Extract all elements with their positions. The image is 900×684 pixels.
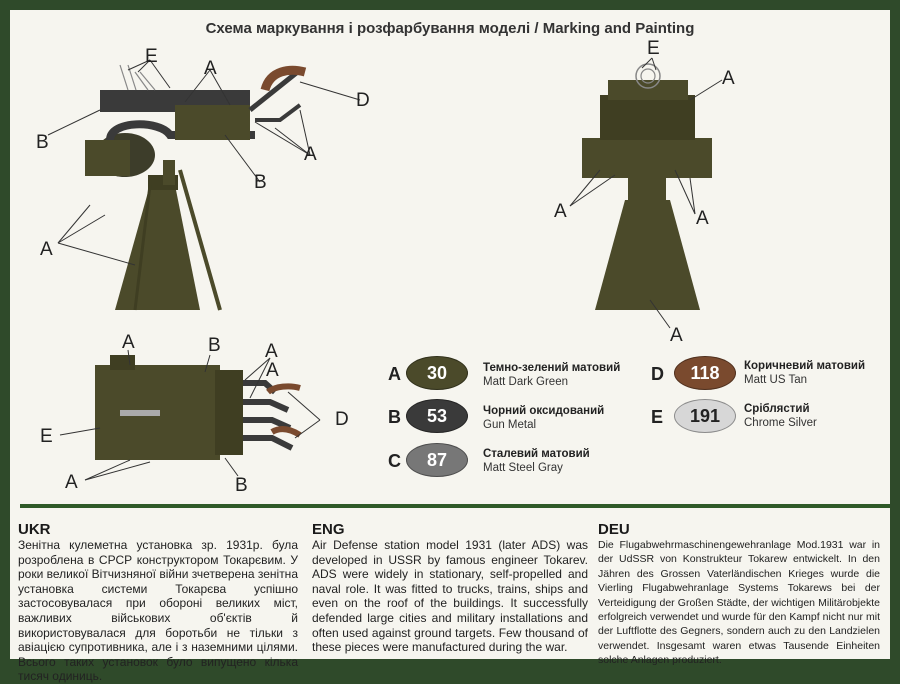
callout-b: B [208, 335, 221, 356]
callout-b: B [254, 172, 267, 193]
color-swatch-30: 30 [406, 356, 468, 390]
callout-d: D [335, 409, 349, 430]
color-name-en: Matt US Tan [744, 374, 808, 386]
color-name-en: Matt Dark Green [483, 376, 568, 388]
callout-e: E [647, 38, 660, 59]
swatch-letter: A [388, 364, 401, 384]
color-name-uk: Темно-зелений матовий [483, 362, 621, 374]
color-swatch-118: 118 [674, 356, 736, 390]
front-view-drawing [570, 58, 722, 328]
callout-a: A [266, 360, 279, 381]
ukr-description: Зенітна кулеметна установка зр. 1931р. була розроблена в СРСР конструктором Токарєвим. У роки великої Вітчизняної війни зчетверена зенітна установка системи Токарєва успішно застосовувалася при обороні великих міст, важливих військових об'єктів й використовувалася для боротьби не тільки з авіацією супротивника, але і з наземними цілями. Всього таких установок було випущено кілька тисяч одиниць. [18, 538, 298, 684]
color-name-en: Matt Steel Gray [483, 462, 563, 474]
callout-e: E [40, 426, 53, 447]
callout-a: A [265, 341, 278, 362]
callout-a: A [204, 58, 217, 79]
callout-b: B [36, 132, 49, 153]
color-swatch-87: 87 [406, 443, 468, 477]
deu-description: Die Flugabwehrmaschinengewehranlage Mod.1931 war in der UdSSR von Konstrukteur Tokarew entwickelt. In den Jähren des Grossen Vaterländischen Krieges wurde die Vierling Flugabwehranlage Systems Tokarews bei der Verteidigung der Großen Städte, der wichtigen Militärobjekte erfolgreich verwendet und wurde für den Kampf nicht nur mit der Luftflotte des Gegners, sondern auch zu den Landzielen verwendet. Insgesamt waren etwas Tausende Einheiten solche Anlagen produziert. [598, 539, 880, 667]
callout-a: A [722, 68, 735, 89]
page-title: Схема маркування і розфарбування моделі / Marking and Painting [205, 20, 695, 37]
callout-d: D [356, 90, 370, 111]
swatch-letter: E [651, 407, 664, 427]
eng-description: Air Defense station model 1931 (later ADS) was developed in USSR by famous engineer Tokarev. ADS were widely in stationary, self-propelled and naval role. It was fitted to trucks, trains, ships and even on the roof of the buildings. It successfully defended large cities and military installations and often used against ground targets. Few thousand of these pieces were manufactured during the war. [312, 538, 588, 655]
top-view-drawing [60, 350, 320, 480]
callout-a: A [40, 239, 53, 260]
callout-a: A [304, 144, 317, 165]
color-swatch-191: 191 [674, 399, 736, 433]
callout-a: A [670, 325, 683, 346]
color-name-uk: Сріблястий [744, 403, 810, 415]
instruction-sheet [10, 10, 890, 684]
callout-b: B [235, 475, 248, 496]
section-divider [20, 504, 890, 508]
ukr-heading: UKR [18, 521, 51, 538]
swatch-letter: B [388, 407, 401, 427]
callout-a: A [554, 201, 567, 222]
color-name-uk: Сталевий матовий [483, 448, 590, 460]
color-name-uk: Коричневий матовий [744, 360, 866, 372]
swatch-letter: D [651, 364, 664, 384]
deu-heading: DEU [598, 521, 630, 538]
eng-heading: ENG [312, 521, 345, 538]
callout-a: A [65, 472, 78, 493]
swatch-letter: C [388, 451, 401, 471]
callout-e: E [145, 46, 158, 67]
side-view-drawing [48, 60, 360, 310]
color-name-uk: Чорний оксидований [483, 405, 605, 417]
callout-a: A [122, 332, 135, 353]
callout-a: A [696, 208, 709, 229]
color-swatch-53: 53 [406, 399, 468, 433]
color-name-en: Chrome Silver [744, 417, 817, 429]
color-name-en: Gun Metal [483, 419, 537, 431]
